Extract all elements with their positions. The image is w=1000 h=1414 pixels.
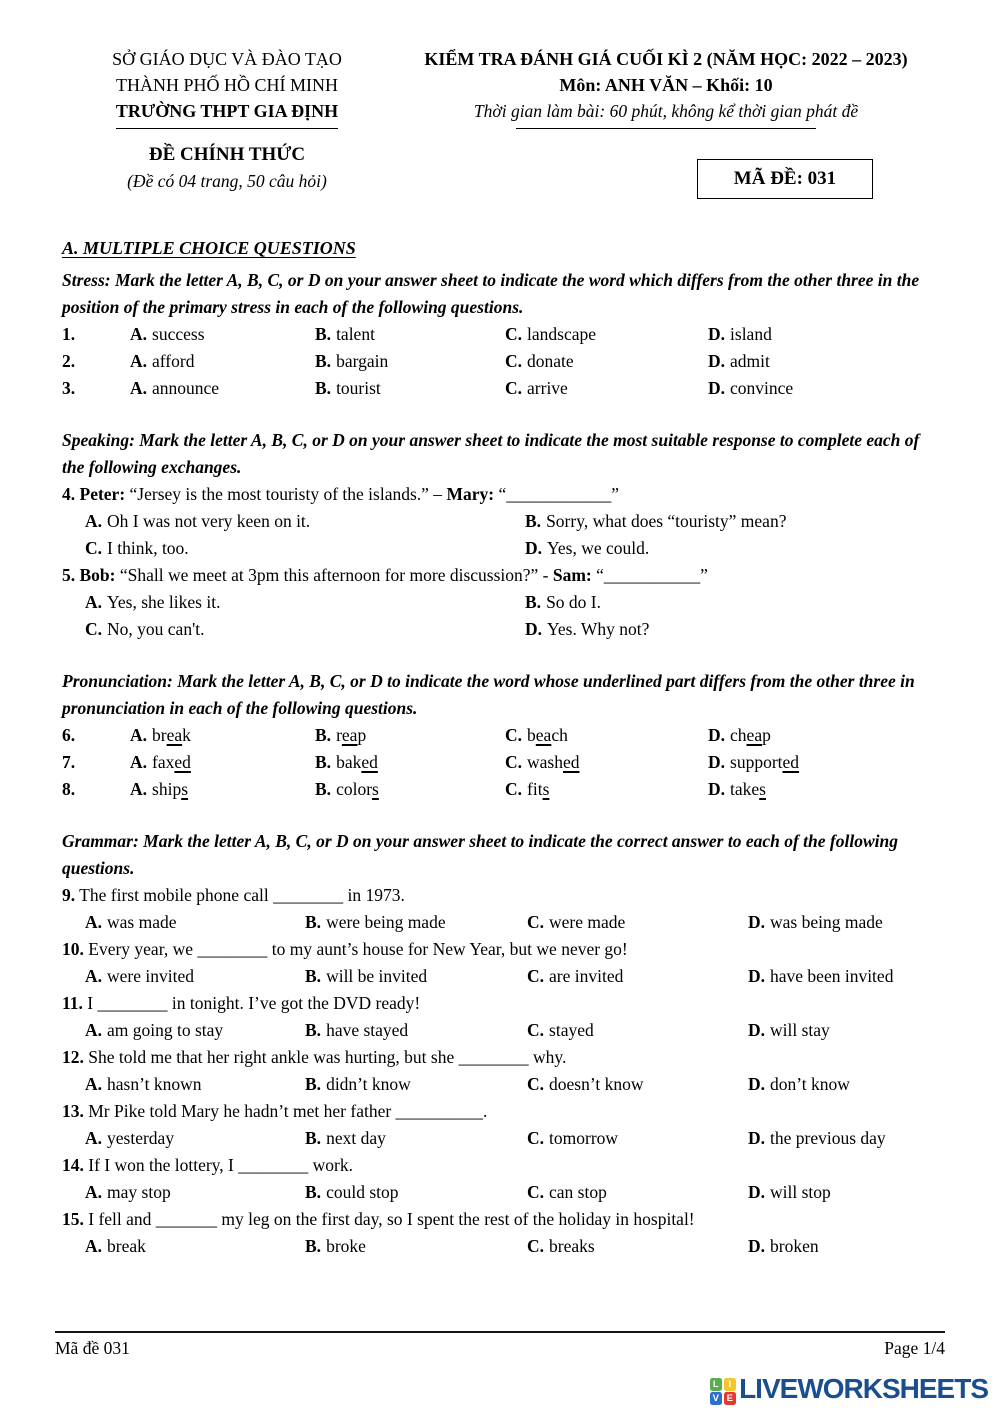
option-letter: C. bbox=[505, 725, 523, 745]
option-letter: C. bbox=[505, 324, 523, 344]
question-number: 8. bbox=[62, 779, 76, 799]
option-letter: A. bbox=[130, 752, 148, 772]
question-number: 12. bbox=[62, 1047, 84, 1067]
header-divider-line bbox=[516, 128, 816, 129]
option-letter: D. bbox=[748, 912, 766, 932]
page-header bbox=[62, 46, 940, 129]
section-a-title: A. MULTIPLE CHOICE QUESTIONS bbox=[62, 238, 356, 258]
option-letter: A. bbox=[130, 351, 148, 371]
option-d: D. have been invited bbox=[748, 966, 894, 986]
option-a: A. yesterday bbox=[85, 1128, 175, 1148]
option-letter: D. bbox=[748, 966, 766, 986]
option-letter: A. bbox=[130, 324, 148, 344]
question-number: 11. bbox=[62, 993, 83, 1013]
question-10: 10. Every year, we ________ to my aunt’s house for New Year, but we never go! bbox=[62, 939, 628, 959]
option-letter: A. bbox=[85, 1020, 103, 1040]
option-c: C. landscape bbox=[505, 324, 597, 344]
option-letter: C. bbox=[527, 1128, 545, 1148]
answer-blank: “____________” bbox=[494, 484, 619, 504]
underlined-part: s bbox=[759, 779, 766, 799]
option-letter: D. bbox=[748, 1182, 766, 1202]
exam-code-area bbox=[392, 141, 940, 205]
footer-exam-code: Mã đề 031 bbox=[55, 1338, 130, 1358]
option-d: D. island bbox=[708, 324, 772, 344]
underlined-part: s bbox=[181, 779, 189, 799]
question-number: 7. bbox=[62, 752, 76, 772]
question-13-options bbox=[85, 1125, 940, 1152]
question-15-options bbox=[85, 1233, 940, 1260]
question-number: 14. bbox=[62, 1155, 84, 1175]
option-b: B. didn’t know bbox=[305, 1074, 411, 1094]
option-a: A. announce bbox=[130, 378, 220, 398]
question-5-options-row-2 bbox=[85, 616, 940, 643]
option-letter: D. bbox=[708, 324, 726, 344]
option-letter: C. bbox=[85, 619, 103, 639]
footer-text-row bbox=[55, 1333, 945, 1361]
city-name: THÀNH PHỐ HỒ CHÍ MINH bbox=[116, 75, 338, 95]
option-letter: D. bbox=[708, 779, 726, 799]
option-letter: D. bbox=[708, 351, 726, 371]
option-letter: C. bbox=[85, 538, 103, 558]
option-letter: B. bbox=[315, 779, 332, 799]
question-13: 13. Mr Pike told Mary he hadn’t met her father __________. bbox=[62, 1101, 488, 1121]
option-b: B. were being made bbox=[305, 912, 446, 932]
option-b: B. talent bbox=[315, 324, 375, 344]
option-letter: B. bbox=[305, 912, 322, 932]
page-footer bbox=[55, 1331, 945, 1361]
underlined-part: ea bbox=[166, 725, 183, 745]
option-c: C. No, you can't. bbox=[85, 619, 205, 639]
question-8 bbox=[62, 776, 940, 803]
option-letter: C. bbox=[505, 779, 523, 799]
exam-title: KIỂM TRA ĐÁNH GIÁ CUỐI KÌ 2 (NĂM HỌC: 2022 – 2023) bbox=[424, 49, 908, 69]
option-d: D. takes bbox=[708, 779, 766, 799]
underlined-part: ea bbox=[535, 725, 552, 745]
option-letter: D. bbox=[708, 725, 726, 745]
option-a: A. afford bbox=[130, 351, 195, 371]
option-b: B. will be invited bbox=[305, 966, 428, 986]
option-c: C. tomorrow bbox=[527, 1128, 619, 1148]
option-c: C. can stop bbox=[527, 1182, 607, 1202]
option-letter: B. bbox=[305, 1128, 322, 1148]
option-c: C. breaks bbox=[527, 1236, 595, 1256]
option-a: A. were invited bbox=[85, 966, 194, 986]
option-letter: B. bbox=[305, 1074, 322, 1094]
option-b: B. next day bbox=[305, 1128, 386, 1148]
option-b: B. So do I. bbox=[525, 592, 601, 612]
footer-page-number: Page 1/4 bbox=[884, 1338, 945, 1358]
question-number: 2. bbox=[62, 351, 76, 371]
option-a: A. break bbox=[130, 725, 191, 745]
option-d: D. don’t know bbox=[748, 1074, 850, 1094]
option-d: D. the previous day bbox=[748, 1128, 886, 1148]
stress-instruction: Stress: Mark the letter A, B, C, or D on your answer sheet to indicate the word which differs from the other three in the position of the primary stress in each of the following questions. bbox=[62, 270, 920, 317]
option-b: B. reap bbox=[315, 725, 367, 745]
option-letter: A. bbox=[85, 966, 103, 986]
logo-square-e: E bbox=[724, 1392, 737, 1405]
question-number: 6. bbox=[62, 725, 76, 745]
official-exam-block bbox=[62, 141, 392, 205]
option-d: D. broken bbox=[748, 1236, 819, 1256]
question-4: 4. Peter: “Jersey is the most touristy of the islands.” – Mary: “____________” bbox=[62, 484, 619, 504]
question-number: 9. bbox=[62, 885, 76, 905]
liveworksheets-logo-icon bbox=[710, 1378, 737, 1405]
question-2 bbox=[62, 348, 940, 375]
school-header-block bbox=[62, 46, 392, 129]
question-15: 15. I fell and _______ my leg on the first day, so I spent the rest of the holiday in hospital! bbox=[62, 1209, 695, 1229]
option-d: D. cheap bbox=[708, 725, 771, 745]
option-letter: B. bbox=[315, 725, 332, 745]
question-5-options-row-1 bbox=[85, 589, 940, 616]
option-letter: D. bbox=[525, 538, 543, 558]
question-4-options-row-2 bbox=[85, 535, 940, 562]
option-letter: D. bbox=[708, 378, 726, 398]
underlined-part: ea bbox=[341, 725, 358, 745]
underlined-part: ed bbox=[562, 752, 580, 772]
exam-code-box: MÃ ĐỀ: 031 bbox=[697, 159, 873, 199]
question-10-options bbox=[85, 963, 940, 990]
answer-blank: “___________” bbox=[591, 565, 708, 585]
option-d: D. Yes. Why not? bbox=[525, 619, 650, 639]
logo-square-v: V bbox=[710, 1392, 723, 1405]
option-b: B. tourist bbox=[315, 378, 381, 398]
question-number-speaker: 4. Peter: bbox=[62, 484, 126, 504]
option-letter: A. bbox=[85, 511, 103, 531]
option-letter: B. bbox=[315, 378, 332, 398]
question-12-options bbox=[85, 1071, 940, 1098]
option-letter: C. bbox=[527, 1182, 545, 1202]
option-letter: B. bbox=[315, 752, 332, 772]
option-a: A. am going to stay bbox=[85, 1020, 224, 1040]
option-letter: D. bbox=[525, 619, 543, 639]
option-d: D. admit bbox=[708, 351, 770, 371]
option-a: A. Yes, she likes it. bbox=[85, 592, 221, 612]
underlined-part: ed bbox=[361, 752, 378, 772]
option-c: C. doesn’t know bbox=[527, 1074, 644, 1094]
underlined-part: ed bbox=[174, 752, 191, 772]
option-letter: B. bbox=[315, 324, 332, 344]
pronunciation-instruction: Pronunciation: Mark the letter A, B, C, or D to indicate the word whose underlined part differs from the other three in pronunciation in each of the following questions. bbox=[62, 671, 915, 718]
option-d: D. Yes, we could. bbox=[525, 538, 650, 558]
exam-header-block bbox=[392, 46, 940, 129]
option-letter: C. bbox=[505, 378, 523, 398]
option-d: D. was being made bbox=[748, 912, 883, 932]
option-letter: A. bbox=[85, 912, 103, 932]
speaker-2: Mary: bbox=[446, 484, 495, 504]
option-letter: C. bbox=[505, 752, 523, 772]
question-number: 15. bbox=[62, 1209, 84, 1229]
option-letter: D. bbox=[748, 1128, 766, 1148]
option-b: B. Sorry, what does “touristy” mean? bbox=[525, 511, 787, 531]
liveworksheets-logo-text: LIVEWORKSHEETS bbox=[739, 1373, 988, 1404]
grammar-instruction: Grammar: Mark the letter A, B, C, or D on your answer sheet to indicate the correct answer to each of the following questions. bbox=[62, 831, 898, 878]
option-letter: B. bbox=[315, 351, 332, 371]
exam-duration: Thời gian làm bài: 60 phút, không kể thời gian phát đề bbox=[473, 101, 859, 121]
question-number: 1. bbox=[62, 324, 76, 344]
option-c: C. stayed bbox=[527, 1020, 594, 1040]
speaker-2: Sam: bbox=[552, 565, 592, 585]
option-letter: B. bbox=[305, 1020, 322, 1040]
stress-section bbox=[62, 267, 940, 402]
option-a: A. faxed bbox=[130, 752, 191, 772]
school-name: TRƯỜNG THPT GIA ĐỊNH bbox=[62, 98, 392, 129]
logo-square-i: I bbox=[724, 1378, 737, 1391]
question-5: 5. Bob: “Shall we meet at 3pm this afternoon for more discussion?” - Sam: “___________” bbox=[62, 565, 708, 585]
option-a: A. was made bbox=[85, 912, 177, 932]
option-c: C. fits bbox=[505, 779, 550, 799]
department-name: SỞ GIÁO DỤC VÀ ĐÀO TẠO bbox=[112, 49, 342, 69]
option-letter: C. bbox=[527, 966, 545, 986]
question-number: 13. bbox=[62, 1101, 84, 1121]
option-c: C. washed bbox=[505, 752, 580, 772]
option-letter: B. bbox=[525, 511, 542, 531]
underlined-part: ed bbox=[782, 752, 800, 772]
option-letter: C. bbox=[505, 351, 523, 371]
question-9-options bbox=[85, 909, 940, 936]
logo-square-l: L bbox=[710, 1378, 723, 1391]
option-a: A. hasn’t known bbox=[85, 1074, 202, 1094]
question-11: 11. I ________ in tonight. I’ve got the DVD ready! bbox=[62, 993, 421, 1013]
option-letter: C. bbox=[527, 1236, 545, 1256]
question-9: 9. The first mobile phone call ________ in 1973. bbox=[62, 885, 405, 905]
official-exam-label: ĐỀ CHÍNH THỨC bbox=[148, 144, 306, 165]
option-letter: A. bbox=[85, 1236, 103, 1256]
option-letter: B. bbox=[305, 1236, 322, 1256]
underlined-part: ea bbox=[746, 725, 763, 745]
option-c: C. I think, too. bbox=[85, 538, 189, 558]
underlined-part: s bbox=[542, 779, 550, 799]
question-4-options-row-1 bbox=[85, 508, 940, 535]
option-letter: D. bbox=[748, 1020, 766, 1040]
option-b: B. have stayed bbox=[305, 1020, 409, 1040]
option-letter: B. bbox=[305, 1182, 322, 1202]
question-11-options bbox=[85, 1017, 940, 1044]
option-letter: D. bbox=[748, 1074, 766, 1094]
option-d: D. will stop bbox=[748, 1182, 831, 1202]
question-number: 3. bbox=[62, 378, 76, 398]
speaking-section bbox=[62, 427, 940, 643]
option-a: A. success bbox=[130, 324, 205, 344]
option-letter: A. bbox=[130, 779, 148, 799]
question-number-speaker: 5. Bob: bbox=[62, 565, 116, 585]
grammar-section bbox=[62, 828, 940, 1260]
option-d: D. will stay bbox=[748, 1020, 830, 1040]
question-14: 14. If I won the lottery, I ________ work. bbox=[62, 1155, 353, 1175]
option-d: D. supported bbox=[708, 752, 800, 772]
option-c: C. donate bbox=[505, 351, 574, 371]
option-letter: D. bbox=[748, 1236, 766, 1256]
question-1 bbox=[62, 321, 940, 348]
option-letter: A. bbox=[130, 378, 148, 398]
option-letter: C. bbox=[527, 1020, 545, 1040]
option-letter: D. bbox=[708, 752, 726, 772]
option-letter: A. bbox=[85, 592, 103, 612]
question-7 bbox=[62, 749, 940, 776]
question-number: 10. bbox=[62, 939, 84, 959]
option-c: C. were made bbox=[527, 912, 626, 932]
option-b: B. baked bbox=[315, 752, 378, 772]
underlined-part: s bbox=[372, 779, 379, 799]
option-letter: A. bbox=[85, 1182, 103, 1202]
option-a: A. Oh I was not very keen on it. bbox=[85, 511, 311, 531]
question-6 bbox=[62, 722, 940, 749]
option-b: B. broke bbox=[305, 1236, 366, 1256]
question-14-options bbox=[85, 1179, 940, 1206]
exam-pages-note: (Đề có 04 trang, 50 câu hỏi) bbox=[127, 171, 327, 191]
question-3 bbox=[62, 375, 940, 402]
option-letter: A. bbox=[130, 725, 148, 745]
option-b: B. colors bbox=[315, 779, 379, 799]
option-d: D. convince bbox=[708, 378, 794, 398]
option-c: C. are invited bbox=[527, 966, 624, 986]
exam-subject: Môn: ANH VĂN – Khối: 10 bbox=[559, 75, 773, 95]
option-c: C. arrive bbox=[505, 378, 568, 398]
option-letter: B. bbox=[525, 592, 542, 612]
option-letter: B. bbox=[305, 966, 322, 986]
option-c: C. beach bbox=[505, 725, 568, 745]
pronunciation-section bbox=[62, 668, 940, 803]
option-a: A. ships bbox=[130, 779, 189, 799]
option-letter: A. bbox=[85, 1128, 103, 1148]
option-b: B. bargain bbox=[315, 351, 389, 371]
liveworksheets-logo[interactable] bbox=[710, 1372, 988, 1406]
question-12: 12. She told me that her right ankle was hurting, but she ________ why. bbox=[62, 1047, 567, 1067]
option-a: A. break bbox=[85, 1236, 146, 1256]
header-second-row bbox=[62, 141, 940, 205]
option-a: A. may stop bbox=[85, 1182, 171, 1202]
option-b: B. could stop bbox=[305, 1182, 399, 1202]
option-letter: A. bbox=[85, 1074, 103, 1094]
option-letter: C. bbox=[527, 912, 545, 932]
speaking-instruction: Speaking: Mark the letter A, B, C, or D on your answer sheet to indicate the most suitable response to complete each of the following exchanges. bbox=[62, 430, 920, 477]
option-letter: C. bbox=[527, 1074, 545, 1094]
